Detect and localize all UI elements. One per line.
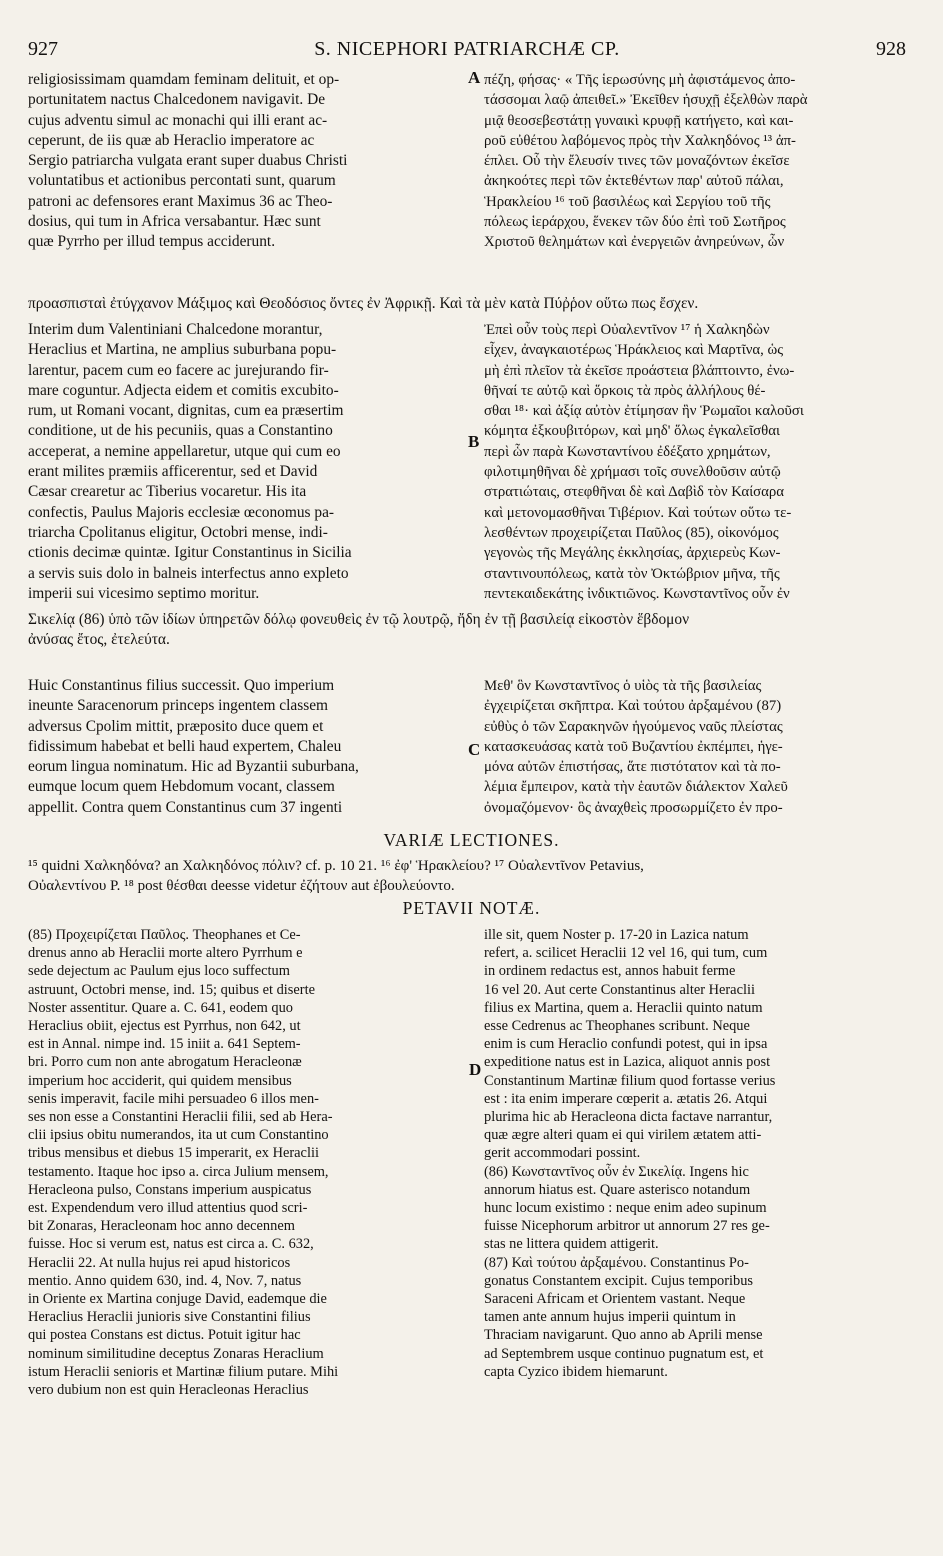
- text-line: σθαι ¹⁸· καὶ ἀξίᾳ αὐτὸν ἐτίμησαν ἣν Ῥωμαῖοι καλοῦσι: [484, 403, 804, 420]
- text-line: πόλεως ἱεράρχου, ἕνεκεν τῶν δύο ἐπὶ τοῦ Σωτῆρος: [484, 214, 786, 231]
- text-line: bit Zonaras, Heracleonam hoc anno decennem: [28, 1218, 295, 1235]
- text-line: est : ita enim imperare cœperit a. ætatis 26. Atqui: [484, 1090, 768, 1107]
- text-line: Heraclii 22. At nulla hujus rei apud historicos: [28, 1254, 291, 1271]
- notes-right-column: [484, 926, 906, 1381]
- text-line: capta Cyzico ibidem hiemarunt.: [484, 1363, 668, 1380]
- text-line: πέζη, φήσας· « Τῆς ἱερωσύνης μὴ ἀφιστάμενος ἀπο-: [484, 72, 796, 88]
- text-line: Ἡρακλείου ¹⁶ τοῦ βασιλέως καὶ Σεργίου τοῦ τῆς: [484, 193, 771, 210]
- text-line: appellit. Contra quem Constantinus cum 37 ingenti: [28, 798, 343, 816]
- text-line: gonatus Constantem excipit. Cujus temporibus: [484, 1272, 754, 1289]
- greek-column-top: [484, 70, 904, 253]
- text-line: θῆναί τε αὐτῷ καὶ ὅρκοις τὰ πρὸς ἀλλήλους θέ-: [484, 382, 766, 399]
- latin-column-mid: [28, 320, 466, 604]
- text-line: μιᾷ θεοσεβεστάτῃ γυναικὶ κρυφῇ κατήγετο, καὶ και-: [484, 112, 794, 129]
- margin-letter-c: C: [468, 740, 481, 759]
- text-line: ad Septembrem usque continuo pugnatum est, et: [484, 1345, 764, 1362]
- text-line: καὶ μετονομασθῆναι Τιβέριον. Καὶ τούτων οὕτω τε-: [484, 504, 792, 521]
- text-line: φιλοτιμηθῆναι δὲ χρήμασι τοῖς συνελθοῦσιν αὐτῷ: [484, 464, 781, 481]
- greek-column-mid: [484, 320, 904, 604]
- text-line: voluntatibus et actionibus percontati sunt, quarum: [28, 172, 336, 190]
- text-line: in Oriente ex Martina conjuge David, eademque die: [28, 1291, 327, 1308]
- text-line: imperii sui vicesimo septimo moritur.: [28, 584, 260, 602]
- text-line: ὀνομαζόμενον· ὃς ἀναχθεὶς προσωρμίζετο ἐν προ-: [484, 799, 783, 816]
- text-line: patroni ac defensores erant Maximus 36 ac Theo-: [28, 192, 333, 210]
- text-line: μὴ ἐπὶ πλεῖον τὰ ἐκεῖσε προάστεια βλάπτοιντο, ἐνω-: [484, 362, 795, 379]
- text-line: rum, ut Romani vocant, dignitas, cum ea præsertim: [28, 402, 344, 420]
- text-line: Huic Constantinus filius successit. Quo imperium: [28, 677, 335, 694]
- latin-column-top: [28, 70, 466, 253]
- text-line: hunc locum existimo : neque enim adeo supinum: [484, 1200, 767, 1217]
- page-number-right: 928: [876, 38, 906, 60]
- text-line: plurima hic ab Heracleona dicta factave narrantur,: [484, 1109, 773, 1126]
- text-line: a servis suis dolo in balneis interfectus anno expleto: [28, 564, 349, 582]
- text-line: in ordinem redactus est, annos habuit ferme: [484, 963, 736, 980]
- text-line: sede dejectum ac Paulum ejus loco suffectum: [28, 963, 290, 980]
- text-line: acceperat, a nemine appellaretur, utque qui cum eo: [28, 442, 341, 460]
- text-line: adversus Cpolim mittit, præposito duce quem et: [28, 717, 324, 735]
- text-line: portunitatem nactus Chalcedonem navigavit. De: [28, 91, 326, 109]
- text-line: σταντινουπόλεως, κατὰ τὸν Ὀκτώβριον μῆνα, τῆς: [484, 565, 780, 582]
- text-line: nominum similitudine deceptus Zonaras Heraclium: [28, 1345, 324, 1362]
- text-line: religiosissimam quamdam feminam delituit, et op-: [28, 71, 340, 88]
- text-line: Ἐπεὶ οὖν τοὺς περὶ Οὐαλεντῖνον ¹⁷ ἡ Χαλκηδὼν: [484, 322, 770, 338]
- text-line: μόνα αὐτῶν ἐπιστήσας, ἅτε πιστότατον καὶ τὰ πο-: [484, 759, 781, 776]
- text-line: (87) Καὶ τούτου ἀρξαμένου. Constantinus Po-: [484, 1254, 749, 1271]
- text-line: Heraclius et Martina, ne amplius suburbana popu-: [28, 341, 337, 359]
- text-line: testamento. Itaque hoc ipso a. circa Julium mensem,: [28, 1163, 329, 1180]
- text-line: bri. Porro cum non ante abrogatum Heracleonæ: [28, 1054, 302, 1071]
- text-line: ctionis decimæ quintæ. Igitur Constantinus in Sicilia: [28, 544, 352, 562]
- text-line: mare coguntur. Adjecta eidem et comitis excubito-: [28, 381, 339, 399]
- text-line: ceperunt, de iis quæ ab Heraclio imperatore ac: [28, 131, 315, 149]
- text-line: Χριστοῦ θελημάτων καὶ ἐνεργειῶν ἀνηρεύνων, ὧν: [484, 234, 785, 251]
- text-line: ἐγχειρίζεται σκῆπτρα. Καὶ τούτου ἀρξαμένου (87): [484, 698, 782, 715]
- margin-letter-b: B: [468, 432, 480, 451]
- text-line: ἀκηκοότες περὶ τῶν ἐκτεθέντων παρ' αὐτοῦ πάλαι,: [484, 173, 784, 190]
- greek-full-line: Σικελίᾳ (86) ὑπὸ τῶν ἰδίων ὑπηρετῶν δόλῳ φονευθεὶς ἐν τῷ λουτρῷ, ἤδη ἐν τῇ βασιλείᾳ εἰκοστὸν ἕβδομον: [28, 611, 690, 628]
- text-line: στρατιώταις, στεφθῆναι δὲ καὶ Δαβὶδ τὸν Καίσαρα: [484, 484, 785, 501]
- text-line: εὐθὺς ὁ τῶν Σαρακηνῶν ἡγούμενος ναῦς πλείστας: [484, 718, 783, 735]
- text-line: γεγονὼς τῆς Μεγάλης ἐκκλησίας, ἀρχιερεὺς Κων-: [484, 545, 781, 562]
- text-line: Οὐαλεντίνου P. ¹⁸ post θέσθαι deesse videtur ἐζήτουν aut ἐβουλεύοντο.: [28, 878, 455, 894]
- text-line: 16 vel 20. Aut certe Constantinus alter Heraclii: [484, 981, 755, 998]
- text-line: eorum lingua nominatum. Hic ad Byzantii suburbana,: [28, 758, 359, 776]
- text-line: tribus mensibus et diebus 15 imperarit, ex Heraclii: [28, 1145, 319, 1162]
- variae-lectiones-title: VARIÆ LECTIONES.: [383, 830, 560, 850]
- text-line: refert, a. scilicet Heraclii 12 vel 16, qui tum, cum: [484, 945, 768, 962]
- text-line: cujus adventu simul ac monachi qui illi erant ac-: [28, 111, 328, 129]
- text-line: filius ex Martina, quem a. Heraclii quinto natum: [484, 999, 763, 1016]
- text-line: ineunte Saracenorum princeps ingentem classem: [28, 697, 329, 715]
- text-line: triarcha Cpolitanus eligitur, Octobri mense, indi-: [28, 523, 328, 541]
- text-line: λέμια ἔμπειρον, κατὰ τὴν ἑαυτῶν διάλεκτον Χαλεῦ: [484, 779, 788, 796]
- text-line: gerit accommodari possint.: [484, 1145, 641, 1162]
- text-line: mentio. Anno quidem 630, ind. 4, Nov. 7, natus: [28, 1272, 302, 1289]
- text-line: larentur, pacem cum eo facere ac jurejurando fir-: [28, 361, 329, 379]
- text-line: εἶχεν, ἀναγκαιοτέρως Ἡράκλειος καὶ Μαρτῖνα, ὡς: [484, 342, 784, 359]
- text-line: conditione, ut de his pecuniis, quas a Constantino: [28, 422, 333, 440]
- petavii-notae-title: PETAVII NOTÆ.: [402, 898, 541, 918]
- text-line: senis imperavit, facile mihi persuadeo 6 illos men-: [28, 1090, 319, 1107]
- text-line: imperium hoc acciderit, qui quidem mensibus: [28, 1072, 292, 1089]
- full-width-line-1: [28, 294, 906, 314]
- text-line: ses non esse a Constantini Heraclii filii, sed ab Hera-: [28, 1109, 333, 1126]
- greek-column-low: [484, 676, 904, 818]
- text-line: fuisse Nicephorum arbitror ut annorum 27 res ge-: [484, 1218, 770, 1235]
- notes-left-column: [28, 926, 466, 1399]
- text-line: Μεθ' ὃν Κωνσταντῖνος ὁ υἱὸς τὰ τῆς βασιλείας: [484, 678, 762, 694]
- text-line: vero dubium non est quin Heracleonas Heraclius: [28, 1382, 309, 1399]
- text-line: clii ipsius obitu numerandos, ita ut cum Constantino: [28, 1127, 329, 1144]
- variae-lectiones-text: [28, 856, 906, 896]
- text-line: (85) Προχειρίζεται Παῦλος. Theophanes et Ce-: [28, 927, 301, 943]
- text-line: Interim dum Valentiniani Chalcedone morantur,: [28, 321, 323, 338]
- text-line: Cæsar crearetur ac Tiberius vocaretur. His ita: [28, 483, 307, 501]
- text-line: Thraciam navigarunt. Quo anno ab Aprili mense: [484, 1327, 763, 1344]
- text-line: πεντεκαιδεκάτης ἰνδικτιῶνος. Κωνσταντῖνος οὖν ἐν: [484, 585, 790, 602]
- text-line: erant milites præmiis afficerentur, sed et David: [28, 463, 318, 481]
- text-line: κατασκευάσας κατὰ τοῦ Βυζαντίου ἐκπέμπει, ἡγε-: [484, 738, 783, 755]
- text-line: est. Expendendum vero illud attentius quod scri-: [28, 1200, 308, 1217]
- text-line: quæ ægre alteri quam ei qui virilem ætatem atti-: [484, 1127, 762, 1144]
- text-line: confectis, Paulus Majoris ecclesiæ œconomus pa-: [28, 503, 335, 521]
- margin-letter-a: A: [468, 68, 481, 87]
- text-line: Heraclius Heraclii junioris sive Constantini filius: [28, 1309, 311, 1326]
- text-line: Noster assentitur. Quare a. C. 641, eodem quo: [28, 999, 293, 1016]
- text-line: Constantinum Martinæ filium quod fortasse verius: [484, 1072, 776, 1089]
- text-line: (86) Κωνσταντῖνος οὖν ἐν Σικελίᾳ. Ingens hic: [484, 1163, 749, 1180]
- text-line: astruunt, Octobri mense, ind. 15; quibus et diserte: [28, 981, 315, 998]
- full-width-lines-2: [28, 610, 906, 651]
- text-line: Sergio patriarcha vulgata erant super duabus Christi: [28, 152, 348, 170]
- running-header: [28, 38, 906, 64]
- text-line: stas ne littera quidem attigerit.: [484, 1236, 659, 1253]
- text-line: Heraclius obiit, ejectus est Pyrrhus, non 642, ut: [28, 1018, 301, 1035]
- text-line: dosius, qui tum in Africa versabantur. Hæc sunt: [28, 213, 321, 231]
- running-title: S. NICEPHORI PATRIARCHÆ CP.: [314, 38, 620, 60]
- text-line: ille sit, quem Noster p. 17-20 in Lazica natum: [484, 927, 749, 943]
- greek-full-line: ἀνύσας ἔτος, ἐτελεύτα.: [28, 631, 170, 649]
- text-line: λεσθέντων προχειρίζεται Παῦλος (85), οἰκονόμος: [484, 524, 779, 541]
- text-line: έπλει. Οὗ τὴν ἔλευσίν τινες τῶν μοναζόντων ἐκεῖσε: [484, 153, 790, 170]
- text-line: Saraceni Africam et Orientem vastant. Neque: [484, 1291, 746, 1308]
- text-line: eumque locum quem Hebdomum vocant, classem: [28, 778, 335, 796]
- text-line: est in Annal. nimpe ind. 15 iniit a. 641 Septem-: [28, 1036, 301, 1053]
- text-line: ¹⁵ quidni Χαλκηδόνα? an Χαλκηδόνος πόλιν? cf. p. 10 21. ¹⁶ ἐφ' Ἡρακλείου? ¹⁷ Οὐαλεντῖνον Petavius,: [28, 858, 644, 874]
- text-line: enim is cum Heraclio confundi potest, qui in ipsa: [484, 1036, 768, 1053]
- text-line: τάσσομαι λαῷ ἀπειθεῖ.» Ἐκεῖθεν ἡσυχῇ ἐξελθὼν παρὰ: [484, 92, 808, 109]
- text-line: περὶ ὧν παρὰ Κωνσταντίνου ἐδέξατο χρημάτων,: [484, 443, 771, 460]
- text-line: qui postea Constans est dictus. Potuit igitur hac: [28, 1327, 301, 1344]
- text-line: quæ Pyrrho per illud tempus acciderunt.: [28, 233, 276, 251]
- latin-column-low: [28, 676, 466, 818]
- greek-full-line: προασπισταὶ ἐτύγχανον Μάξιμος καὶ Θεοδόσιος ὄντες ἐν Ἀφρικῇ. Καὶ τὰ μὲν κατὰ Πύῤῥον οὕτω πως ἔσχεν.: [28, 295, 699, 312]
- text-line: κόμητα ἐξκουβιτόρων, καὶ μηδ' ὅλως ἐγκαλεῖσθαι: [484, 423, 780, 440]
- text-line: drenus anno ab Heraclii morte altero Pyrrhum e: [28, 945, 303, 962]
- text-line: annorum hiatus est. Quare asterisco notandum: [484, 1181, 751, 1198]
- text-line: expeditione natus est in Lazica, aliquot annis post: [484, 1054, 771, 1071]
- text-line: fidissimum habebat et belli haud expertem, Chaleu: [28, 737, 342, 755]
- text-line: tamen ante annum hujus imperii quintum in: [484, 1309, 736, 1326]
- page-number-left: 927: [28, 38, 58, 60]
- text-line: esse Cedrenus ac Theophanes scribunt. Neque: [484, 1018, 750, 1035]
- margin-letter-d: D: [469, 1060, 482, 1079]
- text-line: ροῦ εὐθέτου λαβόμενος πρὸς τὴν Χαλκηδόνος ¹³ ἀπ-: [484, 132, 796, 149]
- text-line: Heracleona pulso, Constans imperium auspicatus: [28, 1181, 312, 1198]
- text-line: istum Heraclii senioris et Martinæ filium putare. Mihi: [28, 1363, 339, 1380]
- text-line: fuisse. Hoc si verum est, natus est circa a. C. 632,: [28, 1236, 314, 1253]
